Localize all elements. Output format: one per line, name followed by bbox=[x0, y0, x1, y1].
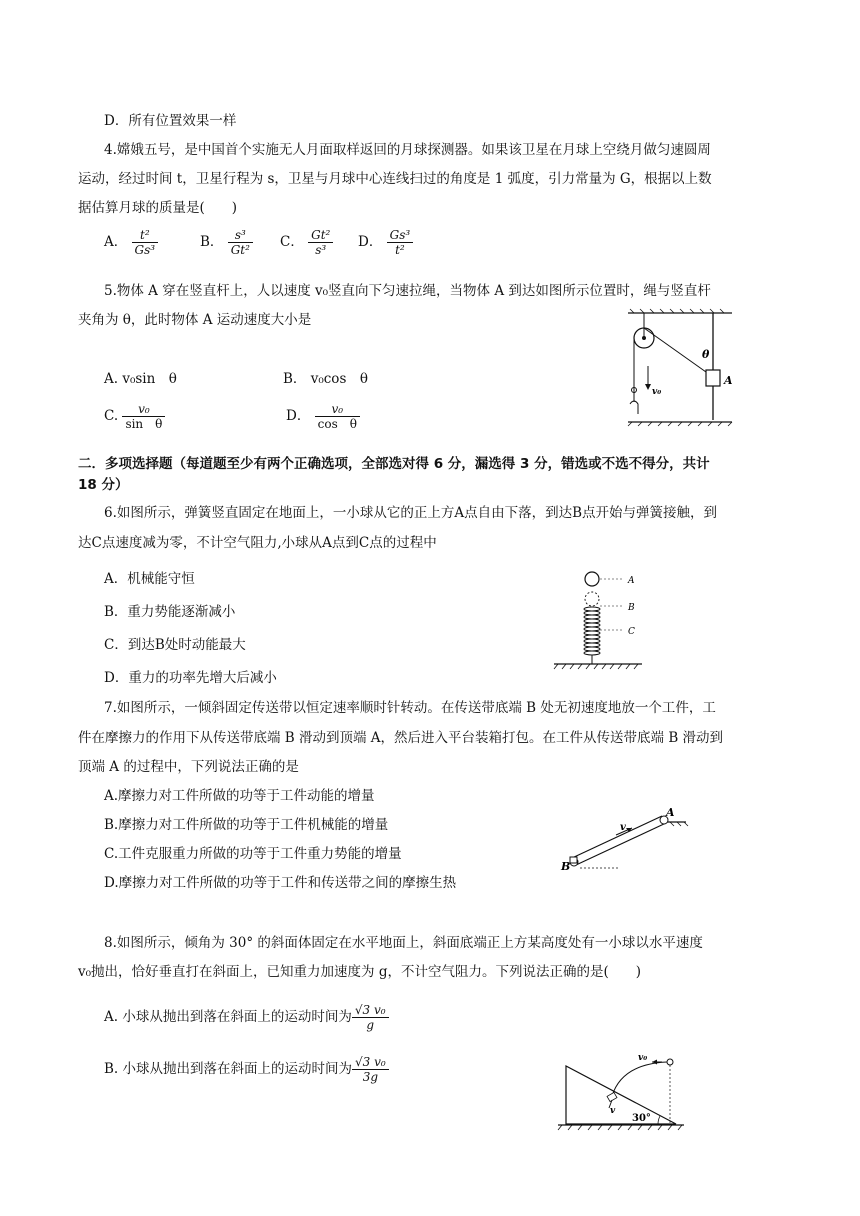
q6-label-A: A bbox=[628, 576, 635, 586]
q7-option-a: A.摩擦力对工件所做的功等于工件动能的增量 bbox=[104, 788, 375, 804]
q7-label-B: B bbox=[561, 860, 571, 873]
q8-option-a: A. 小球从抛出到落在斜面上的运动时间为 $\frac{\text{√3 v₀}}{g}$ bbox=[104, 1003, 389, 1032]
q4-option-a: A． $\frac{\text{t²}}{\text{Gs³}}$ bbox=[104, 228, 158, 257]
q4-d-den: t² bbox=[395, 243, 405, 257]
q4-c-num: Gt² bbox=[308, 228, 333, 243]
q5-option-d: D． $\frac{\text{v₀}}{\text{cos θ}}$ bbox=[286, 402, 360, 431]
q7-label-A: A bbox=[666, 808, 675, 819]
q6-option-c: C．到达B处时动能最大 bbox=[104, 637, 246, 653]
q4-a-num: t² bbox=[132, 228, 159, 243]
q4-stem-line2: 运动，经过时间 t，卫星行程为 s，卫星与月球中心连线扫过的角度是 1 弧度，引力常量为 G，根据以上数 bbox=[78, 171, 712, 187]
q7-stem-line1: 7.如图所示，一倾斜固定传送带以恒定速率顺时针转动。在传送带底端 B 处无初速度地放一个工件，工 bbox=[104, 700, 716, 716]
q6-stem-line1: 6.如图所示，弹簧竖直固定在地面上，一小球从它的正上方A点自由下落，到达B点开始与弹簧接触，到 bbox=[104, 505, 718, 521]
q4-option-b: B． $\frac{\text{s³}}{\text{Gt²}}$ bbox=[200, 228, 253, 257]
q5-label-A: A bbox=[724, 374, 733, 387]
q6-option-d: D．重力的功率先增大后减小 bbox=[104, 670, 277, 686]
section-2-title-line2: 18 分） bbox=[78, 477, 129, 493]
q6-label-C: C bbox=[628, 627, 635, 637]
q6-option-a: A．机械能守恒 bbox=[104, 571, 195, 587]
q4-stem-line1: 4.嫦娥五号，是中国首个实施无人月面取样返回的月球探测器。如果该卫星在月球上空绕月做匀速圆周 bbox=[104, 142, 711, 158]
q4-d-num: Gs³ bbox=[387, 228, 414, 243]
q4-option-d: D． $\frac{\text{Gs³}}{\text{t²}}$ bbox=[358, 228, 413, 257]
q3-option-d: D．所有位置效果一样 bbox=[104, 113, 237, 129]
q4-option-c: C． $\frac{\text{Gt²}}{\text{s³}}$ bbox=[280, 228, 333, 257]
q7-option-b: B.摩擦力对工件所做的功等于工件机械能的增量 bbox=[104, 817, 389, 833]
q5-option-c: C. $\frac{\text{v₀}}{\text{sin θ}}$ bbox=[104, 402, 165, 431]
q6-option-b: B．重力势能逐渐减小 bbox=[104, 604, 236, 620]
section-2-title-line1: 二．多项选择题（每道题至少有两个正确选项，全部选对得 6 分，漏选得 3 分，错选或不选不得分，共计 bbox=[78, 456, 710, 472]
q8-label-v0: v₀ bbox=[638, 1053, 648, 1063]
q7-figure bbox=[558, 808, 694, 874]
q7-label-v: v bbox=[620, 822, 626, 833]
q6-label-B: B bbox=[628, 603, 635, 613]
q5-figure bbox=[620, 308, 740, 433]
q7-option-c: C.工件克服重力所做的功等于工件重力势能的增量 bbox=[104, 846, 402, 862]
q5-option-a: A. v₀sin θ bbox=[104, 371, 177, 387]
q4-b-num: s³ bbox=[228, 228, 253, 243]
q8-figure bbox=[552, 1050, 692, 1134]
q5-stem-line1: 5.物体 A 穿在竖直杆上，人以速度 v₀竖直向下匀速拉绳，当物体 A 到达如图所示位置时，绳与竖直杆 bbox=[104, 283, 711, 299]
q7-option-d: D.摩擦力对工件所做的功等于工件和传送带之间的摩擦生热 bbox=[104, 875, 457, 891]
q5-label-v0: v₀ bbox=[652, 387, 662, 397]
q8-label-v: v bbox=[610, 1106, 616, 1116]
q8-stem-line1: 8.如图所示，倾角为 30° 的斜面体固定在水平地面上，斜面底端正上方某高度处有一小球以水平速度 bbox=[104, 935, 703, 951]
q4-b-den: Gt² bbox=[230, 243, 250, 257]
q5-stem-line2: 夹角为 θ，此时物体 A 运动速度大小是 bbox=[78, 312, 312, 328]
q4-c-den: s³ bbox=[315, 243, 327, 257]
q4-stem-line3: 据估算月球的质量是( ) bbox=[78, 200, 238, 216]
q7-stem-line3: 顶端 A 的过程中，下列说法正确的是 bbox=[78, 759, 299, 775]
q4-a-den: Gs³ bbox=[134, 243, 156, 257]
q6-stem-line2: 达C点速度减为零，不计空气阻力,小球从A点到C点的过程中 bbox=[78, 535, 437, 551]
q5-option-b: B． v₀cos θ bbox=[283, 371, 368, 387]
q7-stem-line2: 件在摩擦力的作用下从传送带底端 B 滑动到顶端 A，然后进入平台装箱打包。在工件从传送带底端 B 滑动到 bbox=[78, 730, 724, 746]
q8-stem-line2: v₀抛出，恰好垂直打在斜面上，已知重力加速度为 g，不计空气阻力。下列说法正确的是( ) bbox=[78, 964, 642, 980]
q8-label-angle: 30° bbox=[632, 1113, 651, 1124]
q6-figure bbox=[548, 568, 648, 680]
q8-option-b: B. 小球从抛出到落在斜面上的运动时间为 $\frac{\text{√3 v₀}}{3g}$ bbox=[104, 1055, 389, 1084]
q5-label-theta: θ bbox=[702, 348, 710, 361]
